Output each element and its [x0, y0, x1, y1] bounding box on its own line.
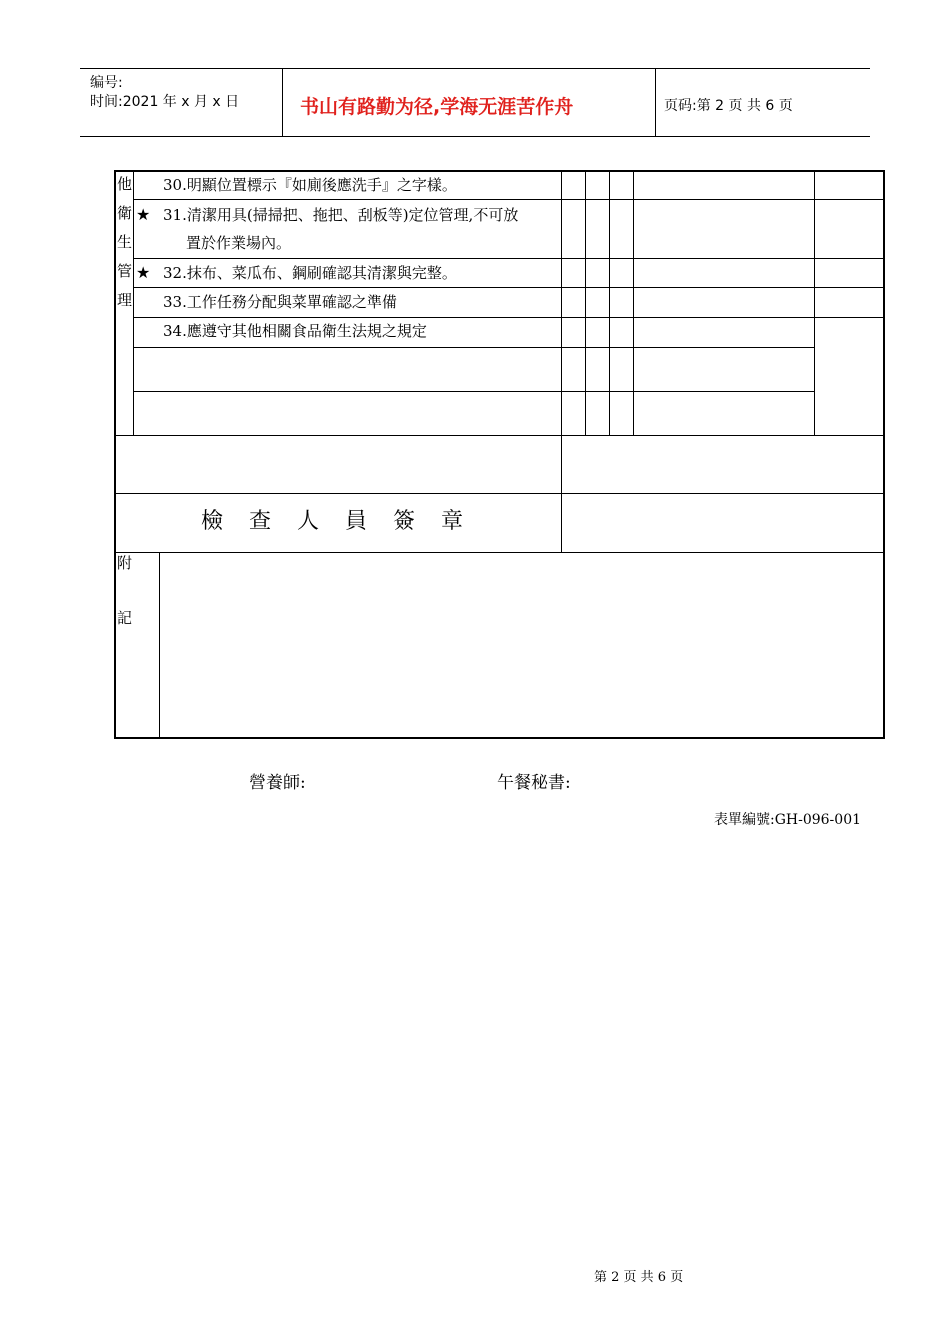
section-divider — [116, 493, 883, 494]
column-divider — [585, 172, 586, 435]
column-divider — [133, 172, 134, 435]
motto: 书山有路勤为径,学海无涯苦作舟 — [300, 96, 574, 118]
form-frame — [114, 170, 885, 739]
item-31: 31.清潔用具(掃掃把、拖把、刮板等)定位管理,不可放 — [163, 206, 519, 224]
key-item-star-icon: ★ — [136, 205, 151, 224]
item-33: 33.工作任務分配與菜單確認之準備 — [163, 293, 397, 311]
code-label: 编号: — [90, 75, 123, 91]
row-divider — [133, 391, 814, 392]
item-34: 34.應遵守其他相關食品衛生法規之規定 — [163, 322, 427, 340]
form-number: 表單編號:GH-096-001 — [714, 812, 862, 828]
column-divider — [609, 172, 610, 435]
row-divider — [133, 317, 883, 318]
column-divider — [814, 172, 815, 435]
inspector-signature-label: 檢查人員簽章 — [201, 509, 490, 534]
page-info: 页码:第 2 页 共 6 页 — [664, 98, 793, 114]
header-divider — [655, 68, 656, 136]
remarks-char: 附 — [117, 554, 133, 572]
item-30: 30.明顯位置標示『如廁後應洗手』之字樣。 — [163, 176, 457, 194]
time-label: 时间:2021 年 x 月 x 日 — [90, 94, 240, 110]
category-char: 生 — [117, 233, 133, 251]
nutritionist-label: 營養師: — [249, 773, 306, 793]
column-divider — [561, 172, 562, 552]
row-divider — [133, 258, 883, 259]
key-item-star-icon: ★ — [136, 263, 151, 282]
page-number: 第 2 页 共 6 页 — [594, 1270, 684, 1285]
category-char: 衛 — [117, 204, 133, 222]
item-32: 32.抹布、菜瓜布、鋼刷確認其清潔與完整。 — [163, 264, 457, 282]
header-top-rule — [80, 68, 870, 69]
secretary-label: 午餐秘書: — [497, 773, 571, 793]
column-divider — [633, 172, 634, 435]
header-divider — [282, 68, 283, 136]
category-char: 理 — [117, 291, 133, 309]
row-divider — [133, 199, 883, 200]
remarks-char: 記 — [117, 609, 133, 627]
category-char: 他 — [117, 175, 133, 193]
section-divider — [116, 435, 883, 436]
section-divider — [116, 552, 883, 553]
category-char: 管 — [117, 262, 133, 280]
row-divider — [133, 347, 814, 348]
column-divider — [159, 552, 160, 737]
item-31-continuation: 置於作業場內。 — [186, 234, 292, 252]
row-divider — [133, 287, 883, 288]
header-bottom-rule — [80, 136, 870, 137]
